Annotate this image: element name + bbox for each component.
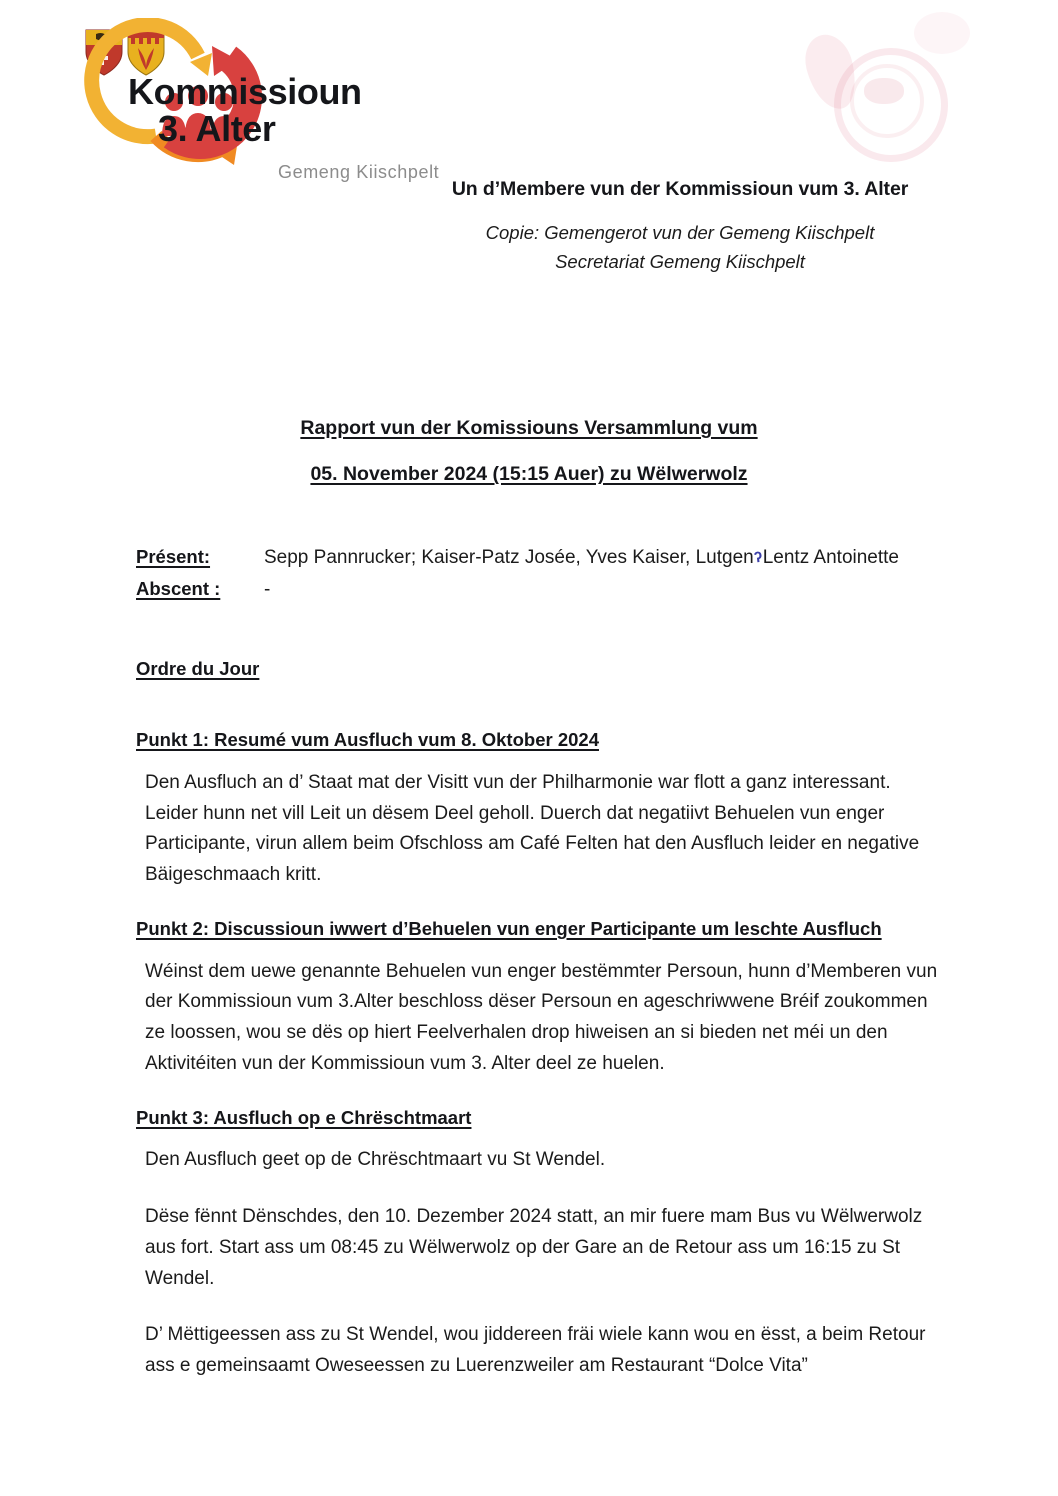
present-value xyxy=(264,547,899,569)
stamp-outer-ring xyxy=(834,48,948,162)
agenda-item-heading-text: Punkt 1: Resumé vum Ausfluch vum 8. Oktober 2024 xyxy=(136,729,599,750)
agenda-section-label: Ordre du Jour xyxy=(136,658,260,679)
addressee-line: Un d’Membere vun der Kommissioun vum 3. Alter xyxy=(451,178,909,200)
title-line-1 xyxy=(129,418,929,438)
agenda-content xyxy=(136,658,948,1382)
agenda-item xyxy=(136,1104,948,1382)
handwritten-insertion-mark: ʔ xyxy=(752,548,763,567)
stamp-inner-ring xyxy=(850,64,924,138)
attendance-block xyxy=(136,546,966,610)
present-names-before: Sepp Pannrucker; Kaiser-Patz Josée, Yves Kaiser, Lutgen xyxy=(264,547,754,568)
logo-wordmark-line2: 3. Alter xyxy=(158,107,276,149)
title-line-2 xyxy=(129,464,929,484)
agenda-item-heading xyxy=(136,915,948,943)
agenda-item-paragraph: Den Ausfluch an d’ Staat mat der Visitt vun der Philharmonie war flott a ganz interessant. Leider hunn net vill Leit un dësem Deel geholl. Duerch dat negatiivt Behuelen vun enger Participante, virun allem beim Ofschloss am Café Felten hat den Ausfluch leider en negative Bäigeschmaach kritt. xyxy=(145,771,920,886)
absent-value: - xyxy=(264,579,271,600)
logo-wordmark-line1: Kommissioun xyxy=(128,71,362,112)
agenda-item-paragraph: Den Ausfluch geet op de Chrëschtmaart vu St Wendel. xyxy=(145,1149,606,1171)
agenda-item-heading xyxy=(136,1104,948,1132)
agenda-item-heading-text: Punkt 2: Discussioun iwwert d’Behuelen vun enger Participante um leschte Ausfluch xyxy=(136,917,882,939)
stamp-bleedthrough-mark xyxy=(806,6,1016,156)
addressee-block xyxy=(330,178,1030,276)
agenda-item-heading-text: Punkt 3: Ausfluch op e Chrëschtmaart xyxy=(136,1106,472,1128)
agenda-item xyxy=(136,915,948,1080)
title-line-2-text: 05. November 2024 (15:15 Auer) zu Wëlwerwolz xyxy=(310,463,748,486)
agenda-item-paragraph: Wéinst dem uewe genannte Behuelen vun enger bestëmmter Persoun, hunn d’Memberen vun der Kommissioun vum 3.Alter beschloss dëser Persoun en ageschriwwene Bréif zoukommen ze loossen, wou se dës op hiert Feelverhalen drop hiweisen an si bieden net méi un den Aktivitéiten vun der Kommissioun vum 3. Alter deel ze huelen. xyxy=(145,960,938,1074)
attendance-row-absent xyxy=(136,578,966,601)
stamp-blotch-top xyxy=(914,12,970,54)
document-title xyxy=(129,418,929,511)
absent-label: Abscent : xyxy=(136,578,221,599)
copy-line-2: Secretariat Gemeng Kiischpelt xyxy=(555,250,805,272)
stamp-blotch-center xyxy=(864,78,904,104)
coat-of-arms-right xyxy=(128,30,164,75)
organization-logo xyxy=(78,18,440,182)
stamp-blotch-left xyxy=(799,30,862,115)
present-label: Présent: xyxy=(136,546,211,567)
present-names-after: Lentz Antoinette xyxy=(762,547,899,568)
logo-wordmark xyxy=(128,71,362,149)
agenda-item-paragraph: D’ Mëttigeessen ass zu St Wendel, wou jiddereen fräi wiele kann wou en ësst, a beim Retour ass e gemeinsaamt Oweseessen zu Luerenzweiler am Restaurant “Dolce Vita” xyxy=(145,1324,926,1377)
copy-line-1: Copie: Gemengerot vun der Gemeng Kiischpelt xyxy=(485,222,875,243)
attendance-row-present xyxy=(136,546,966,569)
agenda-item xyxy=(136,726,948,891)
copy-recipients xyxy=(330,219,1030,276)
agenda-item-heading xyxy=(136,726,948,754)
title-line-1-text: Rapport vun der Komissiouns Versammlung vum xyxy=(300,417,758,439)
agenda-item-paragraph: Dëse fënnt Dënschdes, den 10. Dezember 2024 statt, an mir fuere mam Bus vu Wëlwerwolz aus fort. Start ass um 08:45 zu Wëlwerwolz op der Gare an de Retour ass um 16:15 zu St Wendel. xyxy=(145,1206,923,1289)
logo-subtitle: Gemeng Kiischpelt xyxy=(278,162,440,182)
